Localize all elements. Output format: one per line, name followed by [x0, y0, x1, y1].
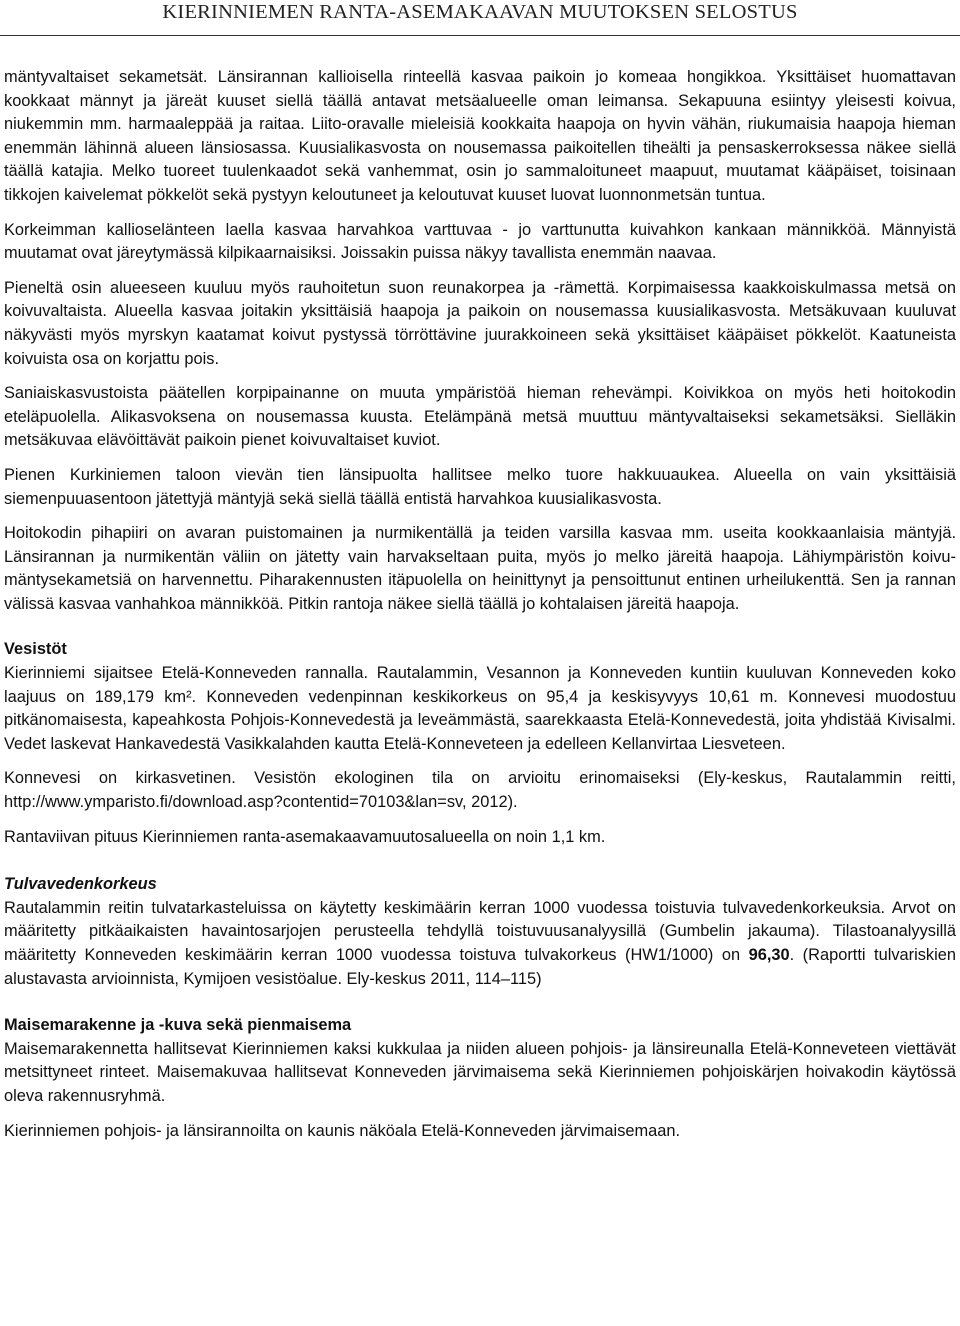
paragraph-forest-description: mäntyvaltaiset sekametsät. Länsirannan kallioisella rinteellä kasvaa paikoin jo komeaa hongikkoa. Yksittäiset huomattavan kookkaat männyt ja järeät kuuset siellä täällä antavat metsäalueelle oman leimansa. Sekapuuna esiintyy yleisesti koivua, niukemmin mm. harmaaleppää ja raitaa. Liito-oravalle mieleisiä kookkaita haapoja on hyvin vähän, riukumaisia haapoja hieman enemmän lähinnä alueen länsiosassa. Kuusialikasvosta on nousemassa paikoitellen tiheälti ja pensaskerroksessa näkee siellä täällä katajia. Melko tuoreet tuulenkaadot sekä vanhemmat, osin jo sammaloituneet maapuut, muutamat kääpäiset, toisinaan tikkojen kaivelemat pökkelöt sekä pystyyn keloutuneet ja keloutuvat kuuset luovat luonnonmetsän tuntua.: [4, 68, 956, 204]
header-divider: [0, 35, 960, 36]
flood-level-value: 96,30: [748, 946, 790, 964]
flood-text-after: . (Raportti tulvariskien alustavasta arvioinnista, Kymijoen vesistöalue. Ely-keskus 2011, 114–115): [4, 946, 957, 988]
paragraph-vesistot-quality: Konnevesi on kirkasvetinen. Vesistön ekologinen tila on arvioitu erinomaiseksi (Ely-keskus, Rautalammin reitti, http://www.ymparisto.fi/download.asp?contentid=70103&lan=sv, 2012).: [4, 769, 956, 812]
paragraph-flood-level: [4, 897, 956, 991]
paragraph-fern-depression: Saniaiskasvustoista päätellen korpipainanne on muuta ympäristöä hieman rehevämpi. Koivikkoa on myös heti hoitokodin eteläpuolella. Alikasvoksena on nousemassa kuusta. Etelämpänä metsä muuttuu mäntyvaltaiseksi sekametsäksi. Sielläkin metsäkuvaa elävöittävät paikoin pienet koivuvaltaiset kuviot.: [4, 384, 956, 450]
subsection-heading-tulvavedenkorkeus: Tulvavedenkorkeus: [4, 875, 157, 894]
document-body: [4, 66, 956, 1143]
section-heading-vesistot: Vesistöt: [4, 640, 67, 659]
paragraph-swamp-edge: Pieneltä osin alueeseen kuuluu myös rauhoitetun suon reunakorpea ja -rämettä. Korpimaisessa kaakkoiskulmassa metsä on koivuvaltaista. Alueella kasvaa joitakin yksittäisiä haapoja ja paikoin on nousemassa kuusialikasvosta. Metsäkuvaan kuuluvat näkyvästi myös myrskyn kaatamat koivut pystyssä törröttävine juurakkoineen sekä yksittäiset kääpäiset pökkelöt. Kaatuneista koivuista osa on korjattu pois.: [4, 278, 956, 368]
page-header-title: KIERINNIEMEN RANTA-ASEMAKAAVAN MUUTOKSEN SELOSTUS: [162, 1, 798, 23]
section-heading-maisema: Maisemarakenne ja -kuva sekä pienmaisema: [4, 1016, 352, 1035]
paragraph-lake-view: Kierinniemen pohjois- ja länsirannoilta on kaunis näköala Etelä-Konneveden järvimaisemaan.: [4, 1121, 681, 1140]
paragraph-landscape-structure: Maisemarakennetta hallitsevat Kierinniemen kaksi kukkulaa ja niiden alueen pohjois- ja länsireunalla Etelä-Konneveteen viettävät metsittyneet rinteet. Maisemakuvaa hallitsevat Konneveden järvimaisema sekä Kierinniemen pohjoiskärjen hoivakodin käytössä oleva rakennusryhmä.: [4, 1039, 956, 1105]
paragraph-ridge-pine: Korkeimman kallioselänteen laella kasvaa harvahkoa varttuvaa - jo varttunutta kuivahkon kankaan männikköä. Männyistä muutamat ovat järeytymässä kilpikaarnaisiksi. Joissakin puissa näkyy tavallista enemmän naavaa.: [4, 220, 956, 263]
paragraph-shoreline-length: Rantaviivan pituus Kierinniemen ranta-asemakaavamuutosalueella on noin 1,1 km.: [4, 827, 606, 846]
flood-text-before: Rautalammin reitin tulvatarkasteluissa on käytetty keskimäärin kerran 1000 vuodessa toistuvia tulvavedenkorkeuksia. Arvot on määritetty pitkäaikaisten havaintosarjojen perusteella tehdyllä toistuvuusanalyysillä (Gumbelin jakauma). Tilastoanalyysillä määritetty Konneveden keskimäärin kerran 1000 vuodessa toistuva tulvakorkeus (HW1/1000) on: [4, 898, 956, 964]
paragraph-vesistot-location: Kierinniemi sijaitsee Etelä-Konneveden rannalla. Rautalammin, Vesannon ja Konneveden kuntiin kuuluvan Konneveden koko laajuus on 189,179 km². Konneveden vedenpinnan keskikorkeus on 95,4 ja keskisyvyys 10,61 m. Konnevesi muodostuu pitkänomaisesta, kapeahkosta Pohjois-Konnevedestä ja leveämmästä, saarekkaasta Etelä-Konnevedestä, joita yhdistää Kivisalmi. Vedet laskevat Hankavedestä Vasikkalahden kautta Etelä-Konneveteen ja edelleen Kellanvirtaa Liesveteen.: [4, 664, 956, 753]
paragraph-clearcut: Pienen Kurkiniemen taloon vievän tien länsipuolta hallitsee melko tuore hakkuuaukea. Alueella on vain yksittäisiä siemenpuuasentoon jätettyjä mäntyjä sekä siellä täällä entistä harvahkoa kuusialikasvosta.: [4, 465, 956, 508]
paragraph-care-home-yard: Hoitokodin pihapiiri on avaran puistomainen ja nurmikentällä ja teiden varsilla kasvaa mm. useita kookkaanlaisia mäntyjä. Länsirannan ja nurmikentän väliin on jätetty vain harvakseltaan puita, myös jo melko järeitä haapoja. Lähiympäristön koivu-mäntysekametsiä on harvennettu. Piharakennusten itäpuolella on heinittynyt ja pensoittunut entinen urheilukenttä. Sen ja rannan välissä kasvaa vanhahkoa männikköä. Pitkin rantoja näkee siellä täällä jo kohtalaisen järeitä haapoja.: [4, 524, 956, 613]
